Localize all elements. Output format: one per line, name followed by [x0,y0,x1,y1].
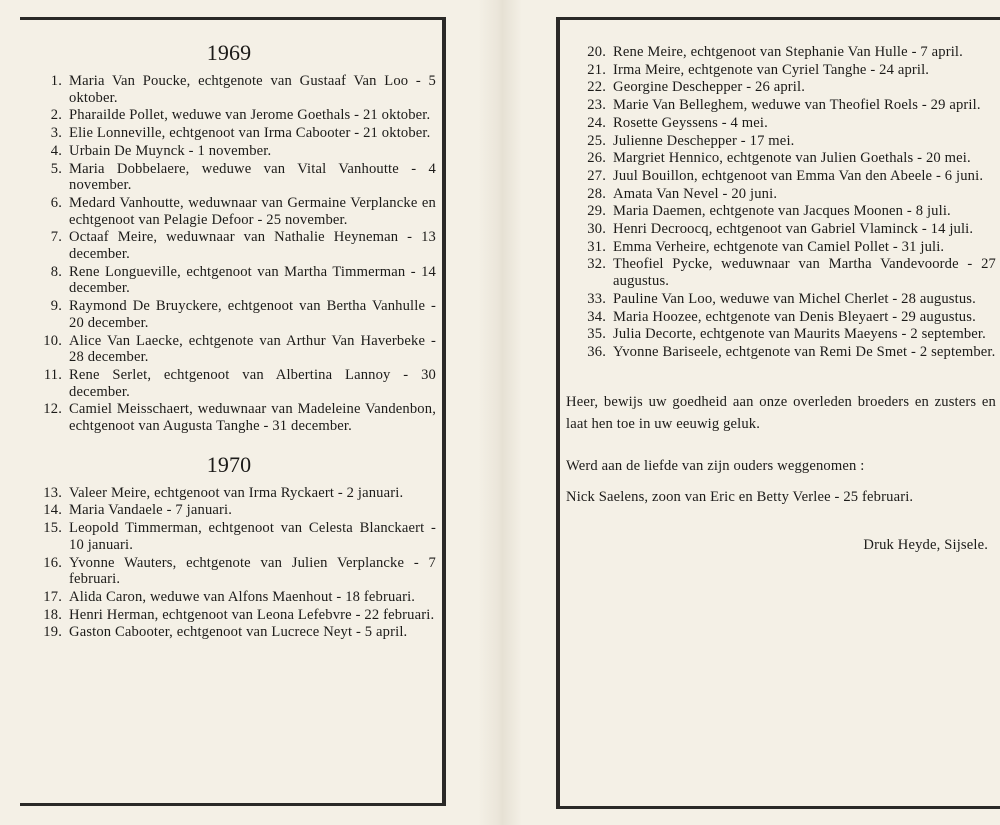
entry-text: Emma Verheire, echtgenote van Camiel Pollet - 31 juli. [613,238,945,255]
entry-number: 21. [587,61,606,78]
child-entry: Nick Saelens, zoon van Eric en Betty Verlee - 25 februari. [566,488,914,505]
entry-number: 2. [50,107,62,124]
list-item [22,333,436,366]
entry-number: 9. [50,298,62,315]
entry-text: Leopold Timmerman, echtgenoot van Celesta Blanckaert - 10 januari. [69,520,436,553]
list-item [22,607,436,624]
entry-text: Yvonne Bariseele, echtgenote van Remi De Smet - 2 september. [613,343,996,360]
entry-text: Alice Van Laecke, echtgenote van Arthur Van Haverbeke - 28 december. [69,332,436,366]
entry-text: Alida Caron, weduwe van Alfons Maenhout - 18 februari. [69,588,416,605]
left-page [0,0,478,825]
entry-number: 24. [587,114,606,131]
entry-number: 26. [587,150,606,167]
entry-text: Julienne Deschepper - 17 mei. [613,132,795,149]
list-item [566,239,996,256]
entry-number: 5. [50,160,62,177]
entry-text: Julia Decorte, echtgenote van Maurits Maeyens - 2 september. [613,326,986,343]
entry-text: Maria Van Poucke, echtgenote van Gustaaf Van Loo - 5 oktober. [69,73,436,106]
deceased-list-1969 [22,73,436,435]
printer-credit: Druk Heyde, Sijsele. [863,537,988,554]
prayer-text: Heer, bewijs uw goedheid aan onze overleden broeders en zusters en laat hen toe in uw eeuwig geluk. [566,393,996,432]
year-heading-1970: 1970 [206,451,252,477]
entry-text: Rene Longueville, echtgenoot van Martha Timmerman - 14 december. [69,263,436,297]
entry-number: 19. [43,624,62,641]
entry-text: Amata Van Nevel - 20 juni. [613,185,778,202]
entry-text: Valeer Meire, echtgenoot van Irma Ryckaert - 2 januari. [69,484,404,501]
entry-text: Urbain De Muynck - 1 november. [69,142,272,159]
list-item [22,125,436,142]
list-item [22,502,436,519]
entry-text: Maria Daemen, echtgenote van Jacques Moonen - 8 juli. [613,203,951,220]
entry-number: 36. [587,343,606,360]
entry-number: 31. [587,238,606,255]
list-item [566,168,996,185]
entry-number: 17. [43,588,62,605]
child-heading: Werd aan de liefde van zijn ouders weggenomen : [566,457,865,474]
entry-number: 3. [50,125,62,142]
entry-number: 11. [43,366,62,383]
list-item [566,221,996,238]
list-item [22,264,436,297]
entry-number: 32. [587,256,606,273]
entry-text: Raymond De Bruyckere, echtgenoot van Bertha Vanhulle - 20 december. [69,298,436,331]
entry-text: Juul Bouillon, echtgenoot van Emma Van den Abeele - 6 juni. [613,167,984,184]
entry-text: Irma Meire, echtgenote van Cyriel Tanghe - 24 april. [613,61,930,78]
entry-number: 29. [587,203,606,220]
left-page-content [22,40,436,642]
entry-text: Theofiel Pycke, weduwnaar van Martha Vandevoorde - 27 augustus. [613,256,996,290]
entry-number: 10. [43,332,62,349]
list-item [22,195,436,228]
entry-number: 22. [587,79,606,96]
entry-text: Maria Dobbelaere, weduwe van Vital Vanhoutte - 4 november. [69,160,436,194]
deceased-list-continued [566,44,996,361]
entry-text: Gaston Cabooter, echtgenoot van Lucrece Neyt - 5 april. [69,624,408,641]
entry-text: Elie Lonneville, echtgenoot van Irma Cabooter - 21 oktober. [69,125,431,142]
list-item [566,344,996,361]
list-item [22,143,436,160]
list-item [566,44,996,61]
list-item [22,589,436,606]
entry-number: 20. [587,44,606,60]
entry-text: Rene Meire, echtgenoot van Stephanie Van Hulle - 7 april. [613,44,963,60]
entry-text: Yvonne Wauters, echtgenote van Julien Verplancke - 7 februari. [69,554,436,588]
bottom-rule [20,803,446,806]
list-item [566,62,996,79]
side-rule [442,17,446,806]
entry-text: Medard Vanhoutte, weduwnaar van Germaine Verplancke en echtgenoot van Pelagie Defoor - 25 november. [69,194,436,228]
entry-text: Marie Van Belleghem, weduwe van Theofiel Roels - 29 april. [613,97,981,114]
entry-number: 16. [43,554,62,571]
entry-number: 23. [587,97,606,114]
entry-number: 6. [50,194,62,211]
entry-number: 1. [50,73,62,89]
list-item [566,186,996,203]
right-page-content [566,44,996,554]
list-item [566,133,996,150]
book-gutter [478,0,522,825]
entry-text: Maria Hoozee, echtgenote van Denis Bleyaert - 29 augustus. [613,308,976,325]
list-item [566,150,996,167]
list-item [22,555,436,588]
list-item [22,624,436,641]
entry-number: 35. [587,326,606,343]
entry-number: 8. [50,263,62,280]
entry-text: Henri Decroocq, echtgenoot van Gabriel Vlaminck - 14 juli. [613,221,974,238]
list-item [566,203,996,220]
entry-number: 30. [587,221,606,238]
entry-number: 15. [43,520,62,537]
list-item [566,79,996,96]
entry-number: 14. [43,502,62,519]
entry-text: Pauline Van Loo, weduwe van Michel Cherlet - 28 augustus. [613,290,976,307]
list-item [22,485,436,502]
side-rule [556,17,560,809]
entry-text: Henri Herman, echtgenoot van Leona Lefebvre - 22 februari. [69,606,435,623]
entry-number: 28. [587,185,606,202]
entry-text: Georgine Deschepper - 26 april. [613,79,806,96]
list-item [22,161,436,194]
entry-number: 34. [587,308,606,325]
entry-number: 7. [50,229,62,246]
entry-text: Maria Vandaele - 7 januari. [69,502,233,519]
entry-text: Margriet Hennico, echtgenote van Julien Goethals - 20 mei. [613,150,971,167]
list-item [566,309,996,326]
bottom-rule [556,806,1000,809]
list-item [22,401,436,434]
list-item [566,97,996,114]
year-heading-1969: 1969 [206,40,252,65]
top-rule [20,17,446,20]
list-item [22,367,436,400]
entry-number: 25. [587,132,606,149]
entry-number: 27. [587,167,606,184]
entry-text: Octaaf Meire, weduwnaar van Nathalie Heyneman - 13 december. [69,229,436,263]
entry-number: 4. [50,142,62,159]
deceased-list-1970 [22,485,436,641]
list-item [22,73,436,106]
right-page [522,0,1000,825]
entry-text: Rosette Geyssens - 4 mei. [613,114,768,131]
entry-text: Rene Serlet, echtgenoot van Albertina Lannoy - 30 december. [69,366,436,400]
entry-number: 12. [43,401,62,418]
list-item [22,229,436,262]
list-item [566,291,996,308]
list-item [566,115,996,132]
top-rule [556,17,1000,20]
list-item [566,256,996,289]
entry-text: Camiel Meisschaert, weduwnaar van Madeleine Vandenbon, echtgenoot van Augusta Tanghe - 31 december. [69,401,436,435]
list-item [22,107,436,124]
list-item [566,326,996,343]
list-item [22,298,436,331]
entry-number: 33. [587,290,606,307]
list-item [22,520,436,553]
entry-number: 13. [43,484,62,501]
entry-text: Pharailde Pollet, weduwe van Jerome Goethals - 21 oktober. [69,107,431,124]
entry-number: 18. [43,606,62,623]
